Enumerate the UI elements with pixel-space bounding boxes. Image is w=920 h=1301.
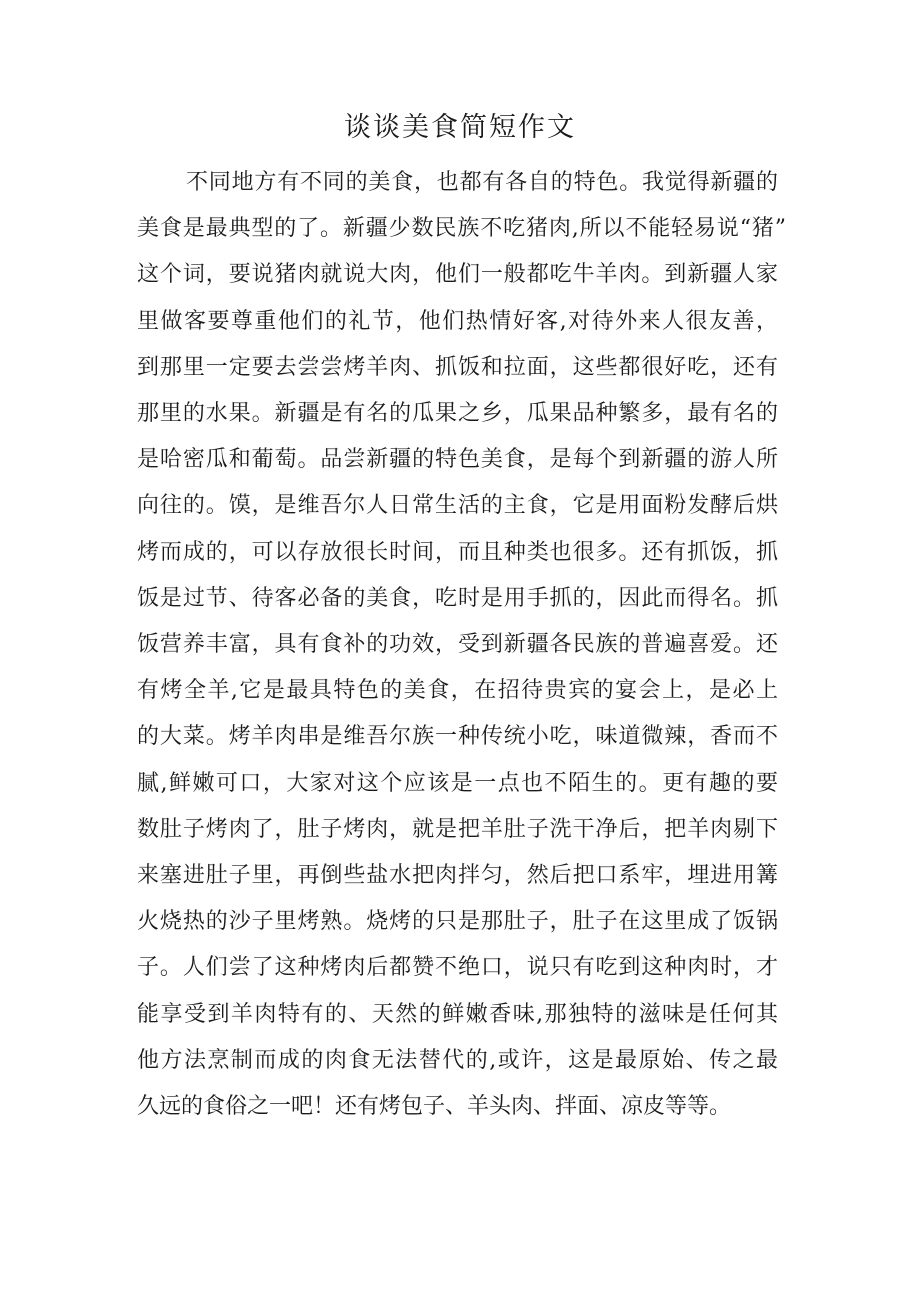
essay-line bbox=[0, 576, 920, 622]
essay-line bbox=[0, 437, 920, 483]
essay-line bbox=[0, 992, 920, 1038]
essay-line bbox=[0, 899, 920, 945]
essay-line-text: 他方法烹制而成的肉食无法替代的,或许，这是最原始、传之最 bbox=[137, 1047, 778, 1073]
essay-line-text: 子。人们尝了这种烤肉后都赞不绝口，说只有吃到这种肉时，才 bbox=[137, 955, 778, 981]
essay-line-text: 里做客要尊重他们的礼节，他们热情好客,对待外来人很友善， bbox=[137, 308, 778, 334]
essay-line-text: 到那里一定要去尝尝烤羊肉、抓饭和拉面，这些都很好吃，还有 bbox=[137, 354, 778, 380]
essay-line bbox=[0, 761, 920, 807]
essay-line bbox=[0, 206, 920, 252]
essay-line-text: 能享受到羊肉特有的、天然的鲜嫩香味,那独特的滋味是任何其 bbox=[137, 1001, 778, 1027]
essay-line bbox=[0, 714, 920, 760]
essay-line-text: 美食是最典型的了。新疆少数民族不吃猪肉,所以不能轻易说“猪” bbox=[137, 216, 786, 242]
essay-line-text: 有烤全羊,它是最具特色的美食，在招待贵宾的宴会上，是必上 bbox=[137, 678, 778, 704]
essay-line bbox=[0, 945, 920, 991]
essay-line bbox=[0, 530, 920, 576]
essay-line bbox=[0, 1084, 920, 1130]
essay-line bbox=[0, 345, 920, 391]
essay-line bbox=[0, 807, 920, 853]
document-title: 谈谈美食简短作文 bbox=[344, 112, 576, 143]
essay-line-text: 腻,鲜嫩可口，大家对这个应该是一点也不陌生的。更有趣的要 bbox=[137, 770, 778, 796]
essay-line bbox=[0, 483, 920, 529]
essay-line bbox=[0, 299, 920, 345]
essay-line-text: 那里的水果。新疆是有名的瓜果之乡，瓜果品种繁多，最有名的 bbox=[137, 401, 778, 426]
essay-line-text: 饭营养丰富，具有食补的功效，受到新疆各民族的普遍喜爱。还 bbox=[137, 632, 778, 657]
essay-line-text: 来塞进肚子里，再倒些盐水把肉拌匀，然后把口系牢，埋进用篝 bbox=[137, 863, 778, 888]
essay-line-text: 火烧热的沙子里烤熟。烧烤的只是那肚子，肚子在这里成了饭锅 bbox=[137, 909, 778, 935]
essay-line bbox=[0, 160, 920, 206]
essay-line-text: 的大菜。烤羊肉串是维吾尔族一种传统小吃，味道微辣，香而不 bbox=[137, 724, 778, 750]
essay-line-text: 数肚子烤肉了，肚子烤肉，就是把羊肚子洗干净后，把羊肉剔下 bbox=[137, 816, 778, 842]
essay-line-text: 向往的。馍，是维吾尔人日常生活的主食，它是用面粉发酵后烘 bbox=[137, 493, 778, 519]
essay-line-text: 烤而成的，可以存放很长时间，而且种类也很多。还有抓饭，抓 bbox=[137, 539, 778, 565]
essay-line-text: 这个词，要说猪肉就说大肉，他们一般都吃牛羊肉。到新疆人家 bbox=[137, 262, 778, 288]
essay-line-text: 不同地方有不同的美食，也都有各自的特色。我觉得新疆的 bbox=[186, 170, 778, 195]
essay-line bbox=[0, 668, 920, 714]
essay-line bbox=[0, 252, 920, 298]
essay-line-text: 饭是过节、待客必备的美食，吃时是用手抓的，因此而得名。抓 bbox=[137, 585, 778, 611]
essay-line bbox=[0, 622, 920, 668]
essay-line bbox=[0, 391, 920, 437]
essay-line bbox=[0, 853, 920, 899]
essay-line-text: 久远的食俗之一吧！还有烤包子、羊头肉、拌面、凉皮等等。 bbox=[137, 1094, 732, 1119]
essay-line bbox=[0, 1038, 920, 1084]
essay-line-text: 是哈密瓜和葡萄。品尝新疆的特色美食，是每个到新疆的游人所 bbox=[137, 447, 778, 473]
